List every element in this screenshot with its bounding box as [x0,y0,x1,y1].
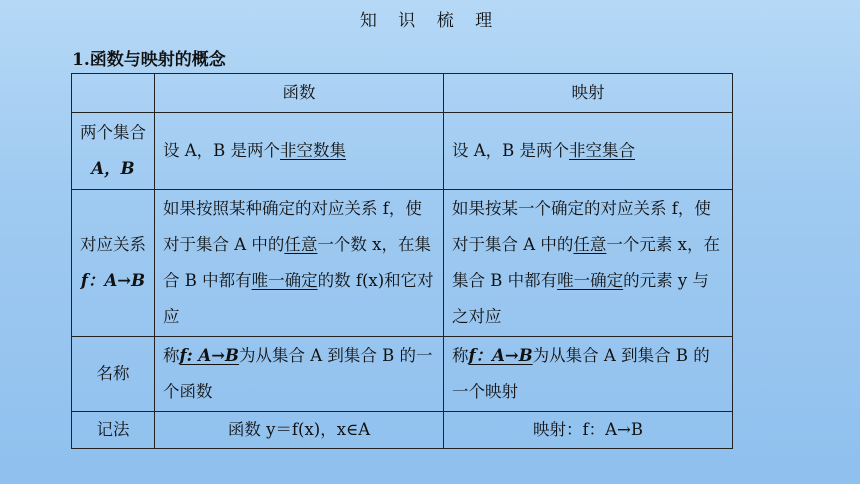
header-function: 函数 [155,74,444,113]
mapping-correspondence-cell [444,190,733,337]
mapping-name-underline: f：A→B [468,346,533,365]
table-header-row [72,74,733,113]
row-label-notation: 记法 [72,412,155,449]
function-sets-underline: 非空数集 [280,141,347,160]
row-label-sets-line1: 两个集合 [80,123,146,142]
mapping-corr-text-1: 如果按某一个确定的对应关系 f，使对于集合 A 中的 [452,199,711,254]
row-label-sets-line2: A，B [91,159,135,178]
function-correspondence-cell [155,190,444,337]
function-sets-text: 设 A，B 是两个 [163,141,281,160]
mapping-corr-text-3: 的元素 y 与之对应 [452,271,709,326]
mapping-corr-underline-1: 任意 [573,235,607,254]
row-label-name: 名称 [72,337,155,412]
row-label-correspondence-line2: f：A→B [80,271,146,290]
mapping-name-post: 为从集合 A 到集合 B 的一个映射 [452,346,710,401]
function-name-cell [155,337,444,412]
function-corr-text-3: 的数 f(x)和它对应 [163,271,434,326]
function-corr-underline-1: 任意 [284,235,318,254]
table-row-sets [72,113,733,190]
mapping-sets-text: 设 A，B 是两个 [452,141,570,160]
function-corr-text-2: 一个数 x，在集合 B 中都有 [163,235,431,290]
row-label-sets [72,113,155,190]
slide-title: 知 识 梳 理 [359,11,501,31]
mapping-name-pre: 称 [452,346,469,365]
table-row-correspondence [72,190,733,337]
function-name-pre: 称 [163,346,180,365]
function-corr-underline-2: 唯一确定 [251,271,318,290]
function-name-post: 为从集合 A 到集合 B 的一个函数 [163,346,433,401]
function-sets-cell [155,113,444,190]
table-row-name [72,337,733,412]
mapping-notation-cell: 映射：f：A→B [444,412,733,449]
header-empty-cell [72,74,155,113]
mapping-sets-cell [444,113,733,190]
row-label-correspondence-line1: 对应关系 [80,235,146,254]
header-mapping: 映射 [444,74,733,113]
mapping-name-cell [444,337,733,412]
section-heading: 1.函数与映射的概念 [72,50,226,70]
concept-table [71,73,733,449]
function-name-underline: f: A→B [179,346,240,365]
table-row-notation [72,412,733,449]
mapping-corr-text-2: 一个元素 x，在集合 B 中都有 [452,235,720,290]
function-corr-text-1: 如果按照某种确定的对应关系 f，使对于集合 A 中的 [163,199,422,254]
function-notation-cell: 函数 y＝f(x)，x∈A [155,412,444,449]
mapping-sets-underline: 非空集合 [569,141,636,160]
mapping-corr-underline-2: 唯一确定 [557,271,624,290]
row-label-correspondence [72,190,155,337]
